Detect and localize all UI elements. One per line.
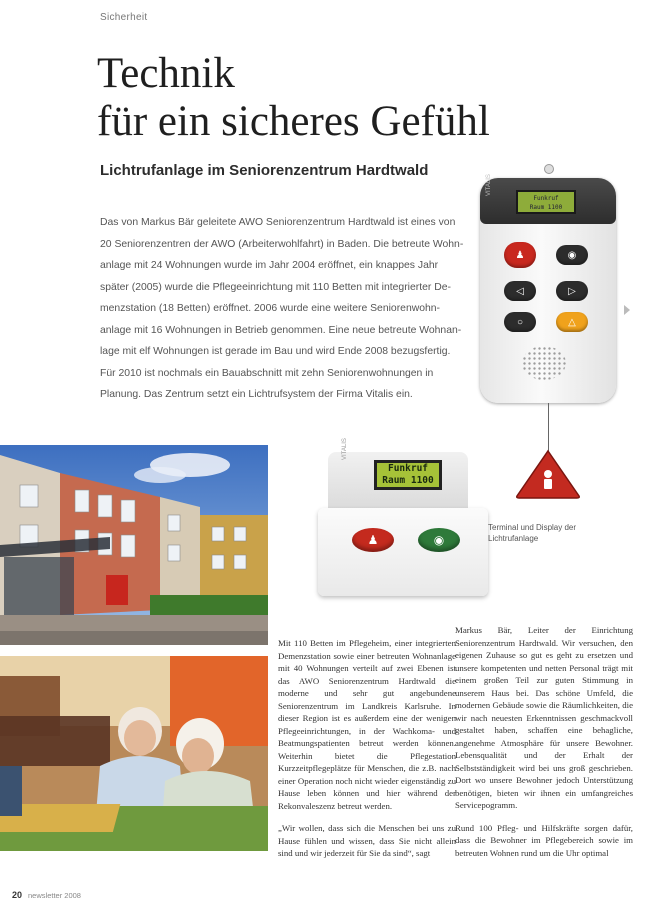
terminal-top	[480, 174, 616, 224]
page-number: 20	[12, 890, 23, 900]
building-photo	[0, 445, 268, 645]
speaker-grille	[522, 346, 566, 380]
article-column-2	[455, 624, 633, 869]
paragraph: Mit 110 Betten im Pflegeheim, einer integrierten Demenzstation sowie einer betreuten Wohnanlage mit 40 Wohnungen verteilt auf zwei Ebenen ist das AWO Seniorenzentrum Hardtwald die moderne und sehr gut angebundene Seniorenzentrum im Landkreis Karlsruhe. In dieser Region ist es außerdem eine der wenigen Pflegeeinrichtungen, in der Wachkoma- und Beatmungspatienten betreut werden können. Weiterhin bietet die Pflegestation Kurzzeitpflegeplätze für Menschen, die z.B. nach einer Operation noch nicht wieder eigenständig zu Hause leben können und hier während der Rekonvaleszenz betreut werden.	[278, 638, 456, 811]
wall-terminal-base	[318, 508, 488, 596]
paragraph: Rund 100 Pfleg- und Hilfskräfte sorgen dafür, dass die Bewohner im Pflegebereich sowie im betreuten Wohnen rund um die Uhr optimal	[455, 822, 633, 858]
intro-line: Das von Markus Bär geleitete AWO Seniorenzentrum Hardtwald ist eines von	[100, 217, 456, 228]
intro-text	[100, 212, 465, 406]
intro-line: 20 Seniorenzentren der AWO (Arbeiterwohlfahrt) in Baden. Die betreute Wohn-	[100, 238, 464, 250]
display-line-1: Funkruf	[533, 195, 559, 202]
terminal-display	[516, 190, 576, 214]
display-line-1: Funkruf	[387, 463, 429, 474]
page-footer	[12, 890, 81, 900]
circle-icon: ○	[504, 312, 536, 332]
intro-line: menzstation (18 Betten) eröffnet. 2006 wurde eine weitere Seniorenwohn-	[100, 303, 441, 314]
image-caption	[488, 522, 608, 544]
handheld-terminal	[480, 174, 616, 406]
caption-line-1: Terminal und Display der	[488, 523, 577, 532]
intro-line: Planung. Das Zentrum setzt ein Lichtrufsystem der Firma Vitalis ein.	[100, 389, 413, 400]
wall-terminal	[318, 438, 488, 600]
caption-line-2: Lichtrufanlage	[488, 534, 539, 543]
title-line-2: für ein sicheres Gefühl	[97, 98, 490, 145]
title-line-1: Technik	[97, 50, 235, 97]
wall-terminal-display	[374, 460, 442, 490]
speaker-icon: ◁	[504, 281, 536, 301]
wall-terminal-top	[328, 438, 468, 512]
mount-pin	[544, 164, 554, 174]
publication-name: newsletter 2008	[28, 891, 81, 900]
intro-line: Für 2010 ist nochmals ein Bauabschnitt mit zehn Seniorenwohnungen in	[100, 367, 434, 379]
record-icon: ◉	[556, 245, 588, 265]
paragraph: Markus Bär, Leiter der Einrichtung Seniorenzentrum Hardtwald. Wir versuchen, den eigenen Zuhause so gut es geht zu ersetzen und unsere kompetenten und netten Personal trägt mit einem großen Teil zur guten Stimmung in unserem Haus bei. Das schöne Umfeld, die modernen Gebäude sowie die Räumlichkeiten, die wir nach neuesten Erkenntnissen geschmackvoll gestaltet haben, schaffen eine behagliche, angenehme Atmosphäre für unsere Bewohner. Lebensqualität und der Erhalt der Selbstständigkeit wird bei uns groß geschrieben. Dort wo unsere Bewohner jedoch Unterstützung benötigen, bieten wir ihnen ein umfangreiches Servicepogramm.	[455, 625, 633, 810]
call-icon: ♟	[352, 528, 394, 552]
next-page-arrow-icon	[624, 305, 630, 315]
presence-icon: ◉	[418, 528, 460, 552]
residents-photo	[0, 656, 268, 851]
display-line-2: Raum 1100	[382, 475, 434, 486]
section-kicker: Sicherheit	[100, 12, 148, 23]
page-subtitle: Lichtrufanlage im Seniorenzentrum Hardtwald	[100, 162, 429, 179]
paragraph: „Wir wollen, dass sich die Menschen bei uns zu Hause fühlen und wissen, dass Sie nicht allein sind und wir jederzeit für Sie da sind“, sagt	[278, 823, 456, 858]
pendant-cable	[548, 403, 549, 453]
intro-line: anlage mit 16 Wohnungen in Betrieb genommen. Eine neue betreute Wohnan-	[100, 324, 462, 336]
intro-line: später (2005) wurde die Pflegeeinrichtung mit 110 Betten mit integrierter De-	[100, 281, 451, 293]
volume-icon: ▷	[556, 281, 588, 301]
terminal-brand: VITALIS	[486, 174, 492, 196]
pendant-triangle-icon	[514, 448, 582, 500]
alert-icon: △	[556, 312, 588, 332]
intro-line: lage mit elf Wohnungen ist gerade im Bau und wird Ende 2008 bezugsfertig.	[100, 346, 451, 357]
article-column-1	[278, 637, 456, 870]
intro-line: anlage mit 24 Wohnungen wurde im Jahr 2004 eröffnet, ein knappes Jahr	[100, 260, 439, 271]
display-line-2: Raum 1100	[529, 204, 563, 211]
page-title	[97, 50, 577, 146]
wall-terminal-brand: VITALIS	[342, 438, 348, 460]
call-icon: ♟	[504, 242, 536, 268]
